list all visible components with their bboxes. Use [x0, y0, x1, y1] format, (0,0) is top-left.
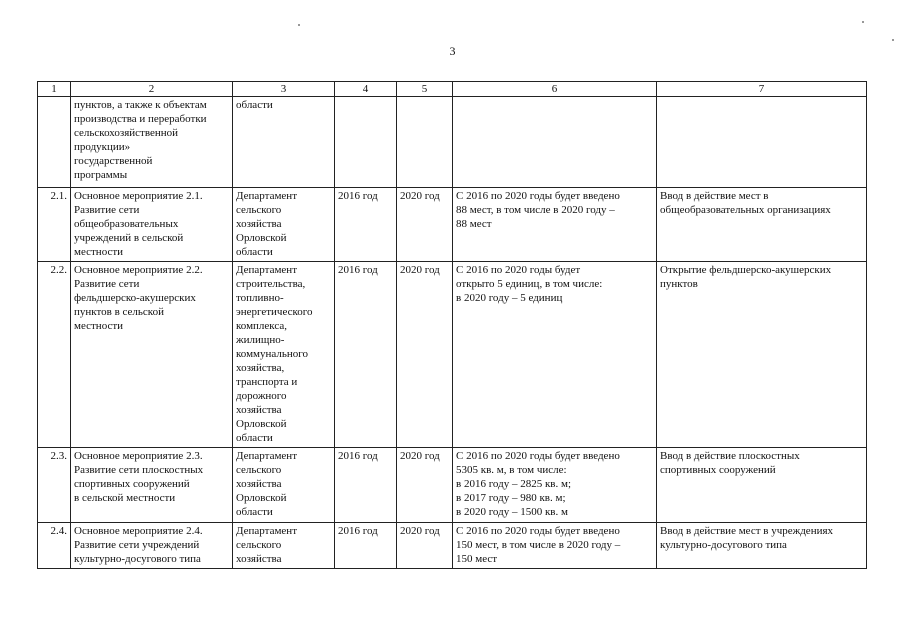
responsible-executor-cell [233, 262, 335, 448]
cell-line: Орловской [236, 492, 287, 504]
expected-result-cell [453, 262, 657, 448]
end-year-cell: 2020 год [397, 523, 453, 569]
cell-line: хозяйства [236, 404, 282, 416]
cell-line: 150 мест, в том числе в 2020 году – [456, 539, 621, 551]
cell-line: Орловской [236, 418, 287, 430]
cell-line: производства и переработки [74, 113, 207, 125]
cell-line: учреждений в сельской [74, 232, 184, 244]
indicator-cell [657, 97, 867, 188]
indicator-cell [657, 523, 867, 569]
start-year-cell: 2016 год [335, 188, 397, 262]
end-year-cell: 2020 год [397, 188, 453, 262]
cell-line: в 2020 году – 5 единиц [456, 292, 563, 304]
cell-line: Основное мероприятие 2.2. [74, 264, 203, 276]
cell-line: комплекса, [236, 320, 288, 332]
cell-line: Развитие сети [74, 278, 140, 290]
cell-line: государственной [74, 155, 153, 167]
cell-line: в сельской местности [74, 492, 176, 504]
cell-line: Департамент [236, 190, 298, 202]
row-number-cell: 2.3. [38, 448, 71, 523]
row-number-cell: 2.2. [38, 262, 71, 448]
column-header: 2 [71, 82, 233, 97]
end-year-cell [397, 97, 453, 188]
cell-line: коммунального [236, 348, 308, 360]
cell-line: С 2016 по 2020 годы будет введено [456, 450, 620, 462]
cell-line: 150 мест [456, 553, 498, 565]
cell-line: общеобразовательных [74, 218, 179, 230]
cell-line: области [236, 99, 273, 111]
cell-line: энергетического [236, 306, 313, 318]
cell-line: Основное мероприятие 2.3. [74, 450, 203, 462]
cell-line: сельского [236, 464, 282, 476]
scan-speck [862, 21, 864, 23]
cell-line: продукции» [74, 141, 131, 153]
cell-line: в 2020 году – 1500 кв. м [456, 506, 568, 518]
table-row [38, 448, 867, 523]
cell-line: культурно-досугового типа [74, 553, 201, 565]
cell-line: фельдшерско-акушерских [74, 292, 196, 304]
cell-line: жилищно- [236, 334, 285, 346]
cell-line: С 2016 по 2020 годы будет введено [456, 190, 620, 202]
cell-line: С 2016 по 2020 годы будет [456, 264, 581, 276]
cell-line: Ввод в действие мест в учреждениях [660, 525, 834, 537]
cell-line: Основное мероприятие 2.4. [74, 525, 203, 537]
cell-line: топливно- [236, 292, 284, 304]
cell-line: сельского [236, 204, 282, 216]
cell-line: транспорта и [236, 376, 298, 388]
cell-line: пунктов, а также к объектам [74, 99, 207, 111]
cell-line: 88 мест [456, 218, 492, 230]
scan-speck [892, 39, 894, 41]
column-header: 5 [397, 82, 453, 97]
cell-line: культурно-досугового типа [660, 539, 787, 551]
expected-result-cell [453, 448, 657, 523]
cell-line: открыто 5 единиц, в том числе: [456, 278, 603, 290]
cell-line: хозяйства [236, 478, 282, 490]
cell-line: спортивных сооружений [74, 478, 190, 490]
cell-line: Департамент [236, 450, 298, 462]
cell-line: Ввод в действие плоскостных [660, 450, 800, 462]
cell-line: пунктов в сельской [74, 306, 164, 318]
start-year-cell: 2016 год [335, 523, 397, 569]
column-header: 6 [453, 82, 657, 97]
start-year-cell [335, 97, 397, 188]
cell-line: сельского [236, 539, 282, 551]
cell-line: хозяйства, [236, 362, 285, 374]
table-row [38, 262, 867, 448]
cell-line: дорожного [236, 390, 287, 402]
cell-line: области [236, 506, 273, 518]
page-number: 3 [449, 44, 456, 58]
cell-line: 5305 кв. м, в том числе: [456, 464, 567, 476]
cell-line: Основное мероприятие 2.1. [74, 190, 203, 202]
cell-line: строительства, [236, 278, 306, 290]
table-row [38, 523, 867, 569]
expected-result-cell [453, 523, 657, 569]
cell-line: в 2016 году – 2825 кв. м; [456, 478, 572, 490]
responsible-executor-cell [233, 448, 335, 523]
column-number-row [38, 82, 867, 97]
column-header: 4 [335, 82, 397, 97]
cell-line: Развитие сети учреждений [74, 539, 200, 551]
cell-line: местности [74, 246, 124, 258]
column-header: 7 [657, 82, 867, 97]
expected-result-cell [453, 97, 657, 188]
end-year-cell: 2020 год [397, 448, 453, 523]
responsible-executor-cell [233, 523, 335, 569]
row-number-cell [38, 97, 71, 188]
cell-line: области [236, 246, 273, 258]
cell-line: С 2016 по 2020 годы будет введено [456, 525, 620, 537]
indicator-cell [657, 188, 867, 262]
column-header: 1 [38, 82, 71, 97]
cell-line: Развитие сети [74, 204, 140, 216]
cell-line: программы [74, 169, 128, 181]
responsible-executor-cell [233, 97, 335, 188]
activity-name-cell [71, 188, 233, 262]
row-number-cell: 2.4. [38, 523, 71, 569]
cell-line: Ввод в действие мест в [660, 190, 769, 202]
row-number-cell: 2.1. [38, 188, 71, 262]
end-year-cell: 2020 год [397, 262, 453, 448]
scan-speck [298, 24, 300, 26]
cell-line: сельскохозяйственной [74, 127, 179, 139]
start-year-cell: 2016 год [335, 262, 397, 448]
cell-line: Открытие фельдшерско-акушерских [660, 264, 832, 276]
cell-line: Департамент [236, 525, 298, 537]
table-row [38, 188, 867, 262]
activity-name-cell [71, 448, 233, 523]
responsible-executor-cell [233, 188, 335, 262]
cell-line: хозяйства [236, 218, 282, 230]
cell-line: области [236, 432, 273, 444]
cell-line: Орловской [236, 232, 287, 244]
activity-name-cell [71, 523, 233, 569]
cell-line: хозяйства [236, 553, 282, 565]
activities-table [37, 81, 867, 569]
column-header: 3 [233, 82, 335, 97]
cell-line: местности [74, 320, 124, 332]
activity-name-cell [71, 97, 233, 188]
start-year-cell: 2016 год [335, 448, 397, 523]
cell-line: 88 мест, в том числе в 2020 году – [456, 204, 615, 216]
cell-line: общеобразовательных организациях [660, 204, 831, 216]
indicator-cell [657, 262, 867, 448]
cell-line: Департамент [236, 264, 298, 276]
expected-result-cell [453, 188, 657, 262]
activity-name-cell [71, 262, 233, 448]
indicator-cell [657, 448, 867, 523]
cell-line: в 2017 году – 980 кв. м; [456, 492, 566, 504]
cell-line: спортивных сооружений [660, 464, 776, 476]
table-row [38, 97, 867, 188]
cell-line: Развитие сети плоскостных [74, 464, 204, 476]
cell-line: пунктов [660, 278, 698, 290]
